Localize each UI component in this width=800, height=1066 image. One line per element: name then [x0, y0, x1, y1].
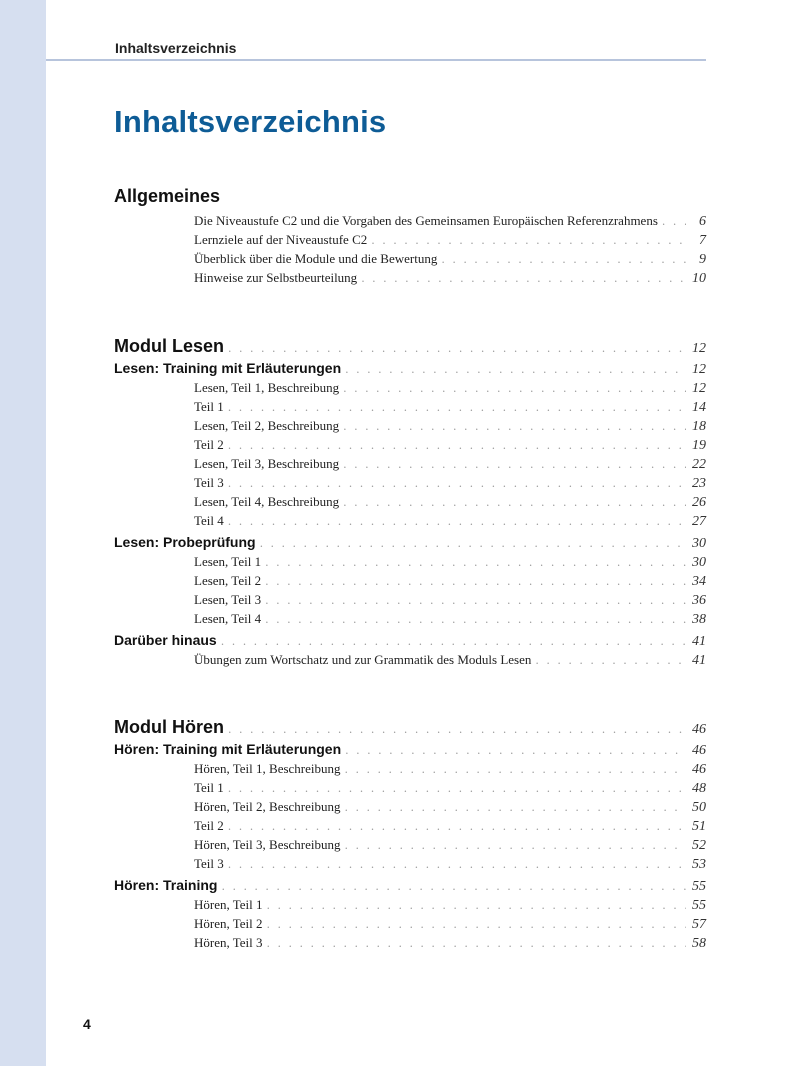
- toc-entry-label: Lesen, Teil 2, Beschreibung: [194, 418, 340, 433]
- toc-entry-label: Lesen, Teil 4: [194, 611, 262, 626]
- toc-entry-page: 46: [692, 743, 706, 758]
- toc-entry[interactable]: [194, 552, 706, 571]
- dot-leader: [345, 760, 686, 779]
- toc-entry-page: 57: [692, 917, 706, 932]
- dot-leader: [267, 915, 686, 934]
- toc-entry-label: Lesen, Teil 3: [194, 592, 262, 607]
- toc-entry-page: 51: [692, 819, 706, 834]
- toc-entry[interactable]: [194, 454, 706, 473]
- dot-leader: [265, 572, 686, 591]
- toc-entry-page: 41: [692, 653, 706, 668]
- dot-leader: [371, 231, 686, 250]
- toc-entry-page: 55: [692, 879, 706, 894]
- dot-leader: [345, 798, 686, 817]
- toc-entry[interactable]: [194, 571, 706, 590]
- dot-leader: [343, 455, 686, 474]
- toc-entry-page: 38: [692, 612, 706, 627]
- toc-entry-label: Lesen, Teil 1: [194, 554, 262, 569]
- toc-entry-label: Darüber hinaus: [114, 632, 217, 648]
- dot-leader: [441, 250, 686, 269]
- toc-entry[interactable]: [194, 416, 706, 435]
- toc-subheading-entry[interactable]: [114, 359, 706, 378]
- toc-entry[interactable]: [194, 473, 706, 492]
- toc-entry-label: Teil 3: [194, 856, 224, 871]
- toc-entry-page: 12: [692, 341, 706, 356]
- toc-entry[interactable]: [194, 230, 706, 249]
- toc-entry[interactable]: [194, 211, 706, 230]
- header-rule: [46, 59, 706, 61]
- toc-entry[interactable]: [194, 590, 706, 609]
- toc-entry-label: Lernziele auf der Niveaustufe C2: [194, 232, 368, 247]
- toc-module-entry[interactable]: [114, 714, 706, 740]
- toc-entry[interactable]: [194, 835, 706, 854]
- dot-leader: [267, 896, 686, 915]
- toc-entry[interactable]: [194, 397, 706, 416]
- toc-entry-label: Lesen, Teil 3, Beschreibung: [194, 456, 340, 471]
- toc-entry-page: 9: [699, 252, 706, 267]
- toc-entry-label: Modul Hören: [114, 717, 224, 737]
- toc-entry[interactable]: [194, 492, 706, 511]
- toc-entry[interactable]: [194, 854, 706, 873]
- dot-leader: [265, 591, 686, 610]
- toc-entry-page: 53: [692, 857, 706, 872]
- toc-entry[interactable]: [194, 378, 706, 397]
- toc-entry-page: 26: [692, 495, 706, 510]
- dot-leader: [228, 779, 686, 798]
- toc-list-allgemeines: [0, 211, 800, 287]
- toc-entry-page: 30: [692, 536, 706, 551]
- toc-entry[interactable]: [194, 933, 706, 952]
- toc-entry-page: 55: [692, 898, 706, 913]
- dot-leader: [662, 212, 686, 231]
- toc-entry-label: Hinweise zur Selbstbeurteilung: [194, 270, 358, 285]
- toc-entry[interactable]: [194, 778, 706, 797]
- dot-leader: [265, 610, 686, 629]
- dot-leader: [267, 934, 686, 953]
- dot-leader: [343, 379, 686, 398]
- toc-entry[interactable]: [194, 249, 706, 268]
- dot-leader: [228, 512, 686, 531]
- toc-entry-label: Teil 4: [194, 513, 224, 528]
- toc-entry-page: 7: [699, 233, 706, 248]
- toc-entry-label: Hören, Teil 3, Beschreibung: [194, 837, 341, 852]
- dot-leader: [343, 493, 686, 512]
- toc-entry-label: Hören, Teil 2: [194, 916, 263, 931]
- dot-leader: [361, 269, 686, 288]
- toc-entry-page: 27: [692, 514, 706, 529]
- dot-leader: [535, 651, 686, 670]
- toc-entry-page: 58: [692, 936, 706, 951]
- toc-entry-label: Teil 2: [194, 818, 224, 833]
- toc-entry-label: Hören, Teil 3: [194, 935, 263, 950]
- dot-leader: [345, 836, 686, 855]
- toc-entry-label: Teil 3: [194, 475, 224, 490]
- toc-entry-page: 41: [692, 634, 706, 649]
- toc-entry-label: Modul Lesen: [114, 336, 225, 356]
- toc-entry[interactable]: [194, 759, 706, 778]
- toc-subheading-entry[interactable]: [114, 876, 706, 895]
- toc-subheading-entry[interactable]: [114, 631, 706, 650]
- toc-entry-page: 6: [699, 214, 706, 229]
- page-title: Inhaltsverzeichnis: [114, 104, 387, 139]
- dot-leader: [345, 741, 686, 760]
- page-number: 4: [83, 1016, 91, 1032]
- toc-entry-page: 36: [692, 593, 706, 608]
- toc-module-hoeren: [0, 714, 800, 952]
- dot-leader: [228, 855, 686, 874]
- toc-module-entry[interactable]: [114, 333, 706, 359]
- section-heading-allgemeines: Allgemeines: [114, 186, 221, 206]
- toc-entry[interactable]: [194, 797, 706, 816]
- toc-entry[interactable]: [194, 650, 706, 669]
- toc-entry[interactable]: [194, 816, 706, 835]
- toc-entry-page: 14: [692, 400, 706, 415]
- toc-entry-page: 52: [692, 838, 706, 853]
- toc-entry[interactable]: [194, 435, 706, 454]
- toc-entry-label: Hören, Teil 1: [194, 897, 263, 912]
- dot-leader: [265, 553, 686, 572]
- toc-entry-page: 19: [692, 438, 706, 453]
- toc-entry-label: Übungen zum Wortschatz und zur Grammatik des Moduls Lesen: [194, 652, 532, 667]
- toc-module-lesen: [0, 333, 800, 669]
- dot-leader: [260, 534, 686, 553]
- toc-entry[interactable]: [194, 268, 706, 287]
- dot-leader: [228, 436, 686, 455]
- toc-entry-page: 46: [692, 722, 706, 737]
- toc-entry-page: 50: [692, 800, 706, 815]
- toc-entry-label: Überblick über die Module und die Bewertung: [194, 251, 438, 266]
- toc-entry-label: Hören: Training: [114, 877, 218, 893]
- dot-leader: [345, 360, 686, 379]
- toc-entry-label: Lesen, Teil 1, Beschreibung: [194, 380, 340, 395]
- toc-entry-label: Lesen, Teil 4, Beschreibung: [194, 494, 340, 509]
- toc-entry-label: Teil 1: [194, 780, 224, 795]
- toc-entry-label: Die Niveaustufe C2 und die Vorgaben des Gemeinsamen Europäischen Referenzrahmens: [194, 213, 658, 228]
- toc-subheading-entry[interactable]: [114, 533, 706, 552]
- toc-entry-page: 30: [692, 555, 706, 570]
- toc-entry-label: Lesen: Probeprüfung: [114, 534, 256, 550]
- toc-entry-label: Lesen, Teil 2: [194, 573, 262, 588]
- toc-entry-page: 23: [692, 476, 706, 491]
- toc-entry[interactable]: [194, 914, 706, 933]
- toc-entry-label: Hören: Training mit Erläuterungen: [114, 741, 342, 757]
- dot-leader: [221, 632, 686, 651]
- toc-entry-label: Hören, Teil 1, Beschreibung: [194, 761, 341, 776]
- toc-entry-label: Teil 2: [194, 437, 224, 452]
- toc-entry-page: 18: [692, 419, 706, 434]
- toc-entry[interactable]: [194, 511, 706, 530]
- toc-entry-page: 12: [692, 362, 706, 377]
- dot-leader: [228, 474, 686, 493]
- toc-entry-page: 22: [692, 457, 706, 472]
- dot-leader: [221, 877, 686, 896]
- toc-entry-label: Hören, Teil 2, Beschreibung: [194, 799, 341, 814]
- dot-leader: [343, 417, 686, 436]
- toc-entry-page: 10: [692, 271, 706, 286]
- toc-entry-label: Teil 1: [194, 399, 224, 414]
- toc-entry-page: 12: [692, 381, 706, 396]
- toc-entry[interactable]: [194, 895, 706, 914]
- toc-entry-page: 48: [692, 781, 706, 796]
- running-header: Inhaltsverzeichnis: [115, 40, 237, 56]
- toc-entry-page: 46: [692, 762, 706, 777]
- toc-subheading-entry[interactable]: [114, 740, 706, 759]
- dot-leader: [228, 817, 686, 836]
- dot-leader: [228, 398, 686, 417]
- toc-entry-label: Lesen: Training mit Erläuterungen: [114, 360, 342, 376]
- toc-entry-page: 34: [692, 574, 706, 589]
- toc-entry[interactable]: [194, 609, 706, 628]
